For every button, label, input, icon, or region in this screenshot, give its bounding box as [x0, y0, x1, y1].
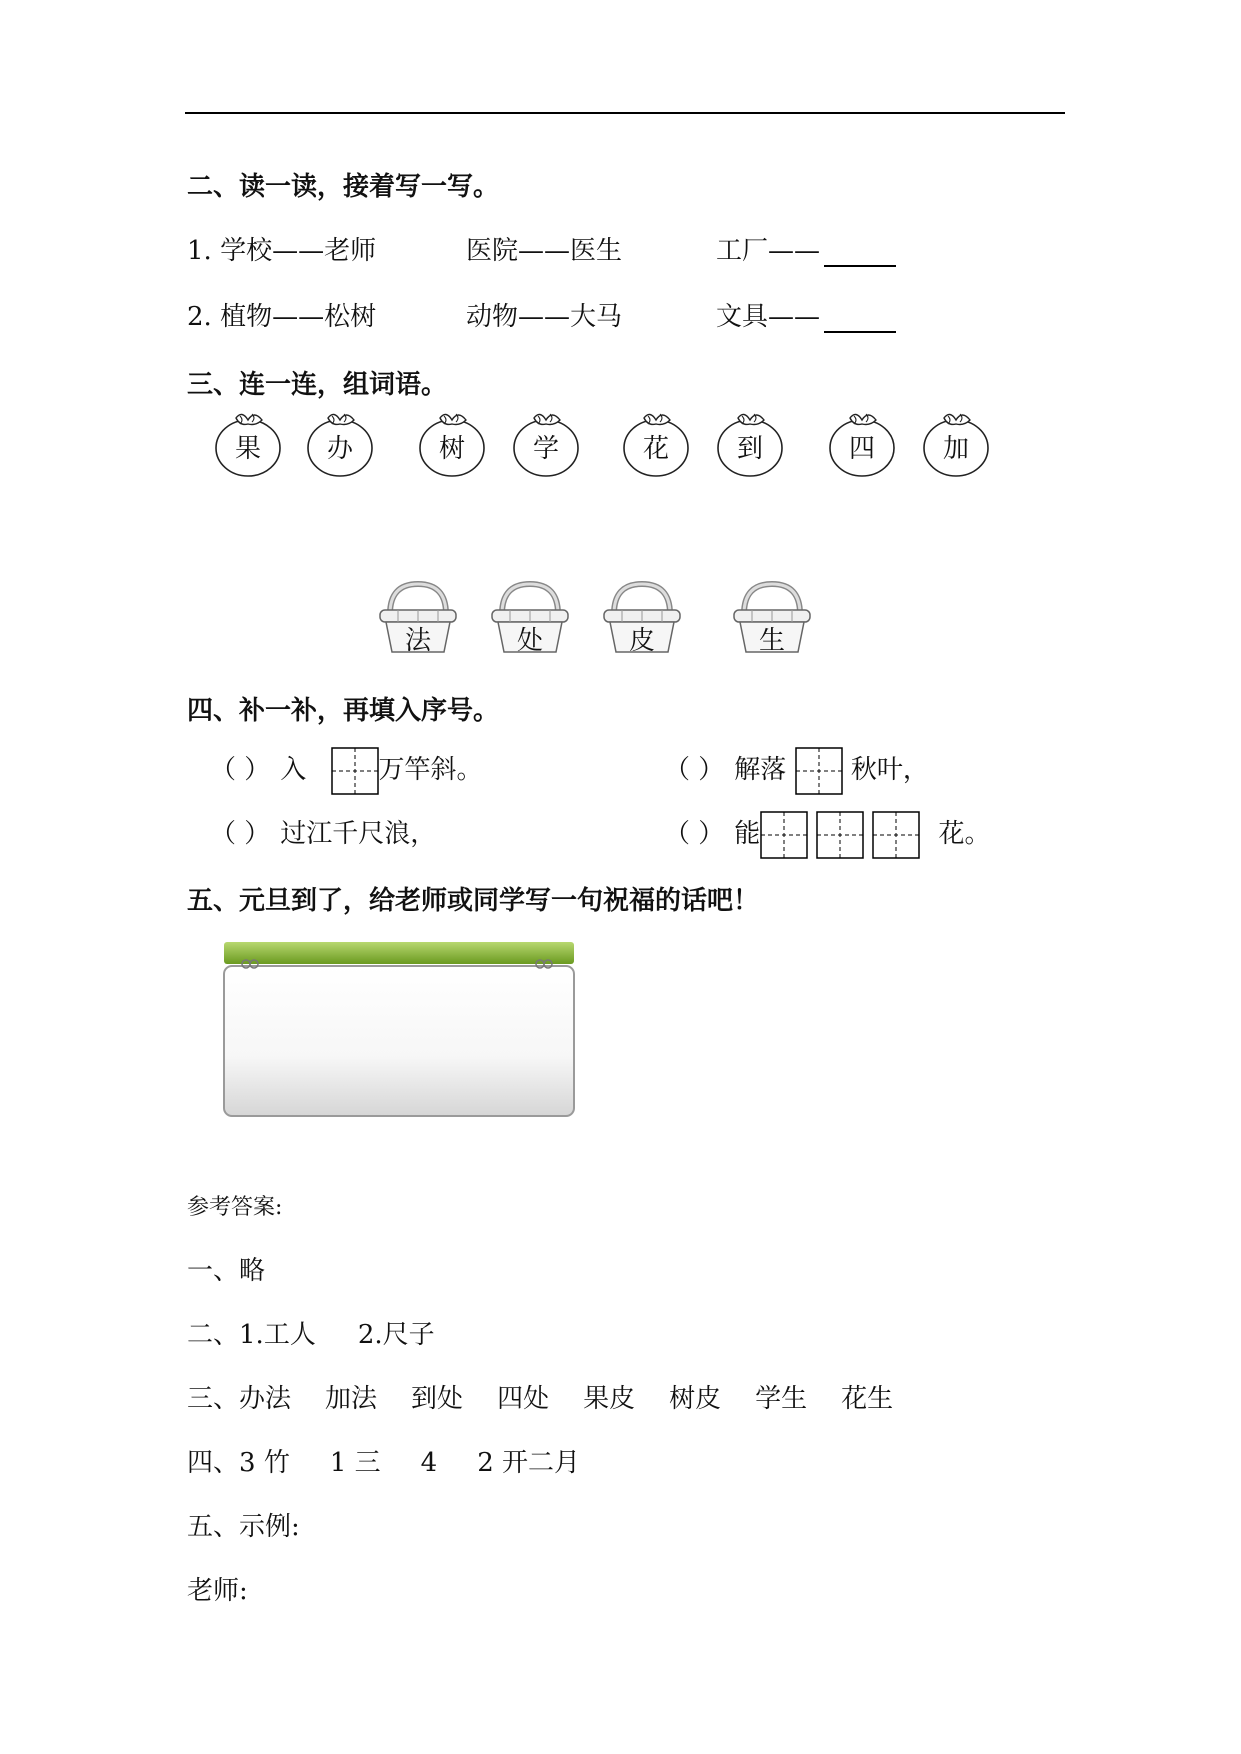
- basket-character: 皮: [628, 626, 655, 656]
- section2-row1-c: [716, 230, 896, 267]
- answer-word: 果皮: [583, 1384, 636, 1414]
- answer-4: [187, 1442, 620, 1479]
- answer-2: [187, 1314, 435, 1351]
- answer-label: 四、: [187, 1448, 240, 1478]
- section2-row2-c-text: 文具——: [716, 302, 821, 332]
- section2-row2-c: [716, 296, 896, 333]
- answer-label: 三、: [187, 1384, 240, 1414]
- poem-line-2-left: [210, 810, 436, 858]
- fruit-character: 到: [736, 434, 763, 464]
- fruit-card[interactable]: [304, 406, 376, 478]
- section2-row1-c-text: 工厂——: [716, 236, 821, 266]
- answer-word: 到处: [411, 1384, 464, 1414]
- poem-text: 入: [280, 755, 307, 785]
- poem-line-2-right: [664, 810, 991, 859]
- tianzige-box[interactable]: [816, 811, 864, 859]
- answer-5: 五、示例:: [187, 1512, 300, 1542]
- order-paren[interactable]: （ ）: [210, 819, 271, 849]
- basket-character: 法: [404, 626, 431, 656]
- fruit-character: 办: [326, 434, 353, 464]
- basket-card[interactable]: [600, 580, 684, 656]
- answer-1: 一、略: [187, 1256, 266, 1286]
- section2-row1-a: 1. 学校——老师: [187, 236, 377, 266]
- answer-word: 学生: [755, 1384, 808, 1414]
- fruit-card[interactable]: [510, 406, 582, 478]
- answer-word: 办法: [239, 1384, 292, 1414]
- poem-text: 过江千尺浪，: [280, 819, 437, 849]
- answer-4-parts: [239, 1448, 620, 1478]
- answer-part: 2 开二月: [477, 1448, 580, 1478]
- basket-card[interactable]: [488, 580, 572, 656]
- section2-title: 二、读一读，接着写一写。: [187, 172, 500, 202]
- order-paren[interactable]: （ ）: [664, 819, 725, 849]
- basket-card[interactable]: [376, 580, 460, 656]
- answer-part: 4: [420, 1448, 438, 1478]
- tianzige-box[interactable]: [760, 811, 808, 859]
- answer-part: 3 竹: [239, 1448, 290, 1478]
- answer-3: [187, 1378, 927, 1415]
- section3-title: 三、连一连，组词语。: [187, 370, 448, 400]
- fruit-card[interactable]: [920, 406, 992, 478]
- greeting-card[interactable]: [220, 938, 580, 1120]
- fruit-card[interactable]: [826, 406, 898, 478]
- poem-line-1-left: [210, 746, 483, 795]
- answer-part: 1 三: [329, 1448, 381, 1478]
- poem-text: 能: [734, 819, 761, 849]
- section2-row1-b: 医院——医生: [466, 236, 623, 266]
- answer-word: 花生: [841, 1384, 894, 1414]
- fruit-character: 加: [942, 434, 969, 464]
- answer-blank[interactable]: [824, 305, 896, 333]
- fruit-card[interactable]: [620, 406, 692, 478]
- answer-word: 四处: [497, 1384, 550, 1414]
- tianzige-box[interactable]: [795, 747, 843, 795]
- fruit-character: 果: [234, 434, 261, 464]
- tianzige-box[interactable]: [872, 811, 920, 859]
- answer-value: 2.尺子: [357, 1320, 435, 1350]
- section2-row2-a: 2. 植物——松树: [187, 302, 377, 332]
- fruit-character: 四: [848, 434, 875, 464]
- fruit-character: 花: [642, 434, 669, 464]
- answer-teacher: 老师:: [187, 1576, 248, 1606]
- poem-line-1-right: [664, 746, 929, 795]
- order-paren[interactable]: （ ）: [664, 755, 725, 785]
- poem-text: 秋叶，: [850, 755, 929, 785]
- fruit-card[interactable]: [212, 406, 284, 478]
- answer-label: 二、: [187, 1320, 240, 1350]
- order-paren[interactable]: （ ）: [210, 755, 271, 785]
- poem-text: 花。: [938, 819, 991, 849]
- fruit-card[interactable]: [714, 406, 786, 478]
- section2-row2-b: 动物——大马: [466, 302, 623, 332]
- poem-text: 万竿斜。: [378, 755, 483, 785]
- basket-card[interactable]: [730, 580, 814, 656]
- poem-text: 解落: [734, 755, 787, 785]
- answer-blank[interactable]: [824, 239, 896, 267]
- answer-value: 1.工人: [239, 1320, 316, 1350]
- answer-3-words: [239, 1384, 927, 1414]
- header-rule: [185, 112, 1065, 114]
- fruit-card[interactable]: [416, 406, 488, 478]
- tianzige-box[interactable]: [331, 747, 379, 795]
- section4-title: 四、补一补，再填入序号。: [187, 696, 500, 726]
- basket-character: 生: [758, 626, 785, 656]
- fruit-character: 学: [532, 434, 559, 464]
- fruit-character: 树: [438, 434, 465, 464]
- section5-title: 五、元旦到了，给老师或同学写一句祝福的话吧！: [187, 886, 760, 916]
- answer-word: 树皮: [669, 1384, 722, 1414]
- basket-character: 处: [516, 626, 543, 656]
- answers-heading: 参考答案:: [187, 1195, 283, 1220]
- answer-word: 加法: [325, 1384, 378, 1414]
